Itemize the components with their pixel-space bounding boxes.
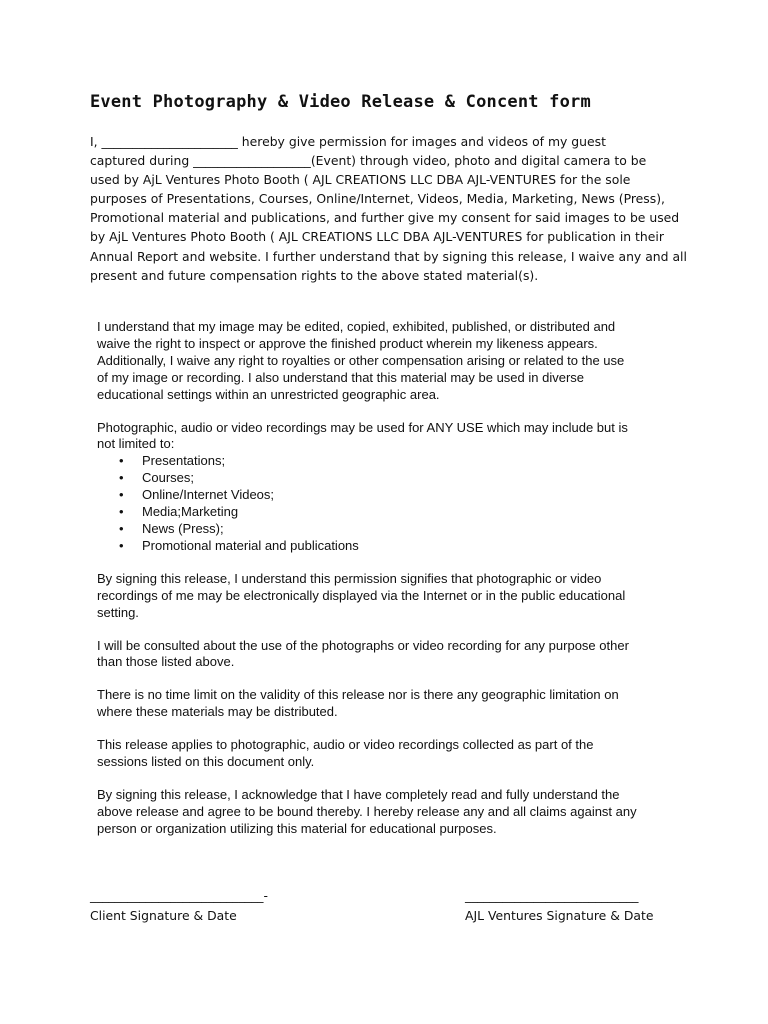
ajl-signature-block (465, 888, 653, 923)
paragraph-line: setting. (97, 604, 139, 620)
paragraph-line: than those listed above. (97, 654, 235, 670)
intro-line: used by AjL Ventures Photo Booth ( AJL CREATIONS LLC DBA AJL-VENTURES for the sole (90, 172, 631, 188)
paragraph-line: waive the right to inspect or approve the finished product wherein my likeness appears. (97, 335, 598, 351)
usage-list (97, 453, 687, 554)
list-item-label: Media;Marketing (142, 504, 239, 520)
paragraph-line: where these materials may be distributed. (97, 704, 338, 720)
intro-line: present and future compensation rights to the above stated material(s). (90, 267, 539, 283)
paragraph-line: of my image or recording. I also understand that this material may be used in diverse (97, 369, 585, 385)
client-signature-block (90, 888, 268, 923)
bullet-icon: • (119, 470, 124, 486)
list-item (97, 538, 687, 555)
paragraph-line: By signing this release, I acknowledge that I have completely read and fully understand the (97, 786, 620, 802)
list-item (97, 504, 687, 521)
list-item-label: Courses; (142, 470, 195, 486)
intro-line: purposes of Presentations, Courses, Online/Internet, Videos, Media, Marketing, News (Press), (90, 191, 665, 207)
intro-line: I, ______________________ hereby give permission for images and videos of my guest (90, 134, 606, 149)
list-item (97, 521, 687, 538)
paragraph-line: sessions listed on this document only. (97, 754, 315, 770)
paragraph-line: person or organization utilizing this material for educational purposes. (97, 820, 497, 836)
image-rights-paragraph (97, 319, 687, 404)
bullet-icon: • (119, 537, 124, 553)
bullet-icon: • (119, 520, 124, 536)
intro-line: Annual Report and website. I further understand that by signing this release, I waive any and all (90, 248, 687, 264)
paragraph-line: not limited to: (97, 436, 175, 452)
intro-line: captured during ___________________(Event) through video, photo and digital camera to be (90, 153, 647, 169)
usage-paragraph (97, 420, 687, 555)
consultation-paragraph (97, 638, 687, 672)
electronic-display-paragraph (97, 571, 687, 622)
paragraph-line: There is no time limit on the validity of this release nor is there any geographic limitation on (97, 687, 619, 703)
ajl-signature-label: AJL Ventures Signature & Date (465, 908, 654, 923)
client-signature-label: Client Signature & Date (90, 908, 237, 923)
intro-line: by AjL Ventures Photo Booth ( AJL CREATIONS LLC DBA AJL-VENTURES for publication in their (90, 229, 664, 245)
document-title: Event Photography & Video Release & Concent form (90, 92, 591, 112)
scope-paragraph (97, 737, 687, 771)
bullet-icon: • (119, 487, 124, 503)
intro-line: Promotional material and publications, and further give my consent for said images to be used (90, 210, 680, 226)
list-item (97, 453, 687, 470)
paragraph-line: I understand that my image may be edited, copied, exhibited, published, or distributed and (97, 319, 616, 334)
paragraph-line: By signing this release, I understand this permission signifies that photographic or video (97, 570, 602, 586)
bullet-icon: • (119, 504, 124, 520)
paragraph-line: Photographic, audio or video recordings may be used for ANY USE which may include but is (97, 419, 628, 435)
ajl-signature-line[interactable]: ____________________________ (465, 888, 639, 903)
release-terms (97, 319, 687, 838)
list-item (97, 470, 687, 487)
list-item-label: Online/Internet Videos; (142, 487, 275, 503)
list-item-label: News (Press); (142, 520, 224, 536)
paragraph-line: Additionally, I waive any right to royalties or other compensation arising or related to the use (97, 352, 625, 368)
paragraph-line: above release and agree to be bound thereby. I hereby release any and all claims against any (97, 803, 637, 819)
list-item-label: Presentations; (142, 453, 226, 469)
list-item-label: Promotional material and publications (142, 537, 359, 553)
time-limit-paragraph (97, 687, 687, 721)
paragraph-line: educational settings within an unrestricted geographic area. (97, 386, 440, 402)
acknowledgement-paragraph (97, 787, 687, 838)
intro-paragraph (90, 132, 687, 285)
paragraph-line: I will be consulted about the use of the photographs or video recording for any purpose other (97, 637, 629, 653)
client-signature-line[interactable]: ____________________________- (90, 888, 268, 903)
bullet-icon: • (119, 453, 124, 469)
list-item (97, 487, 687, 504)
paragraph-line: recordings of me may be electronically displayed via the Internet or in the public educational (97, 587, 626, 603)
paragraph-line: This release applies to photographic, audio or video recordings collected as part of the (97, 737, 594, 753)
